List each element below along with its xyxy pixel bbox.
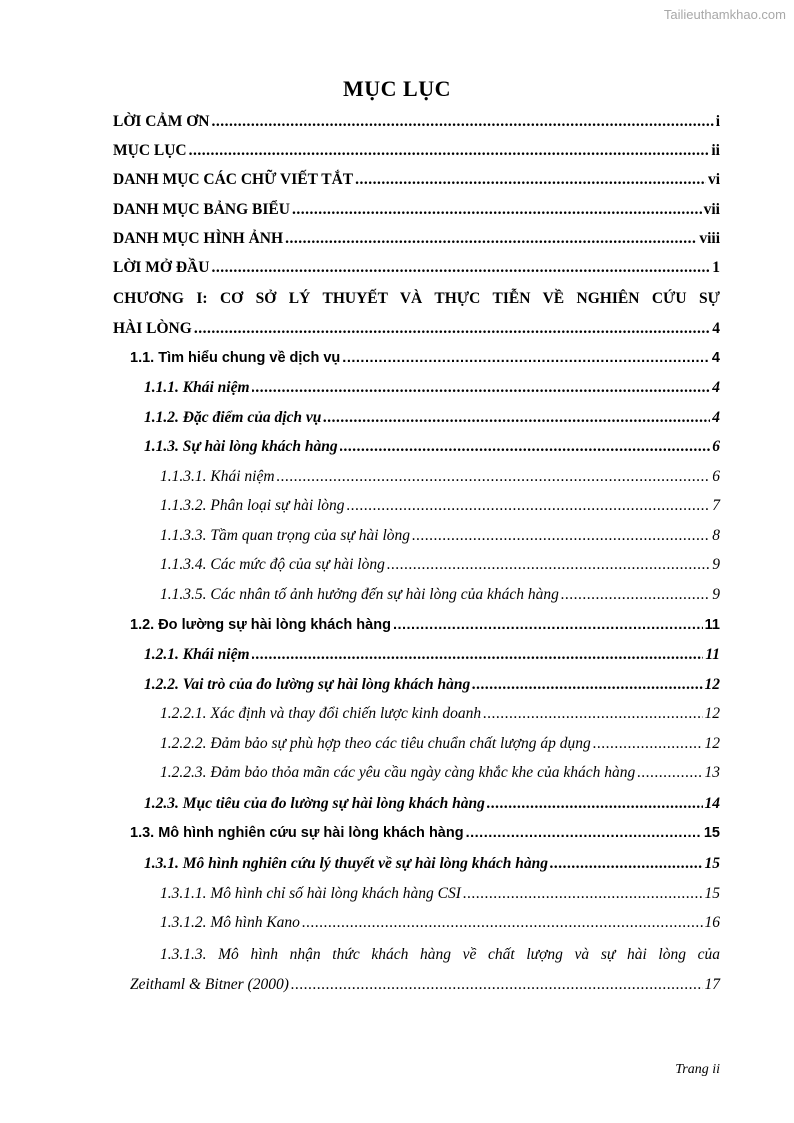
toc-label: 1.3.1.2. Mô hình Kano [160,914,300,931]
toc-leader [466,825,702,841]
toc-leader [412,527,710,545]
toc-entry-muc-luc[interactable] [113,142,720,171]
toc-leader [340,438,711,456]
toc-entry-1-1-3-3[interactable] [160,527,720,556]
toc-entry-1-1-3-1[interactable] [160,468,720,497]
toc-page: 9 [712,586,720,603]
toc-label: HÀI LÒNG [113,320,192,337]
toc-label: 1.2.1. Khái niệm [144,646,250,663]
toc-label: 1.3.1.1. Mô hình chỉ số hài lòng khách hàng CSI [160,885,461,902]
toc-label: 1.3. Mô hình nghiên cứu sự hài lòng khách hàng [130,825,464,841]
toc-label: 1.1.2. Đặc điểm của dịch vụ [144,409,322,426]
toc-label: 1.1.3.4. Các mức độ của sự hài lòng [160,556,385,573]
toc-entry-1-2-2-3[interactable] [160,764,720,793]
toc-entry-1-3-1-3[interactable] [130,976,720,1005]
page-footer: Trang ii [675,1062,720,1077]
toc-page: 16 [704,914,720,931]
toc-label: 1.1.3.3. Tầm quan trọng của sự hài lòng [160,527,411,544]
toc-entry-1-1[interactable] [130,350,720,379]
toc-page: 11 [704,617,720,633]
toc-label: Zeithaml & Bitner (2000) [130,976,289,993]
toc-leader [355,171,706,189]
toc-label: MỤC LỤC [113,142,187,159]
toc-page: 9 [712,556,720,573]
toc-label: 1.2.2.3. Đảm bảo thỏa mãn các yêu cầu ngày càng khắc khe của khách hàng [160,764,636,781]
toc-page: 15 [703,825,720,841]
toc-page: 4 [712,320,720,337]
toc-entry-1-2-2-1[interactable] [160,705,720,734]
toc-leader [472,676,702,694]
toc-leader [285,230,697,248]
toc-label: 1.2.3. Mục tiêu của đo lường sự hài lòng khách hàng [144,795,485,812]
toc-page: 4 [712,379,720,396]
toc-page: vii [703,201,720,218]
toc-entry-1-1-2[interactable] [144,409,720,438]
toc-label: LỜI MỞ ĐẦU [113,259,210,276]
toc-label: DANH MỤC CÁC CHỮ VIẾT TẮT [113,171,354,188]
toc-label: 1.2. Đo lường sự hài lòng khách hàng [130,617,391,633]
toc-page: 12 [704,735,720,752]
toc-page: 8 [712,527,720,544]
toc-leader [323,409,710,427]
toc-leader [487,795,703,813]
toc-page: 6 [712,468,720,485]
toc-entry-1-3-1-3-line1[interactable]: 1.3.1.3. Mô hình nhận thức khách hàng về chất lượng và sự hài lòng của [160,946,720,963]
toc-page: 13 [704,764,720,781]
toc-leader [393,617,703,633]
toc-entry-1-3[interactable] [130,825,720,854]
toc-leader [561,586,710,604]
toc-entry-1-1-3-5[interactable] [160,586,720,615]
toc-page: viii [699,230,720,247]
toc-page: ii [711,142,720,159]
toc-label: 1.1. Tìm hiểu chung về dịch vụ [130,350,341,366]
toc-page: 7 [712,497,720,514]
toc-leader [189,142,710,160]
toc-entry-chuong-1[interactable] [113,320,720,349]
toc-entry-1-1-3-2[interactable] [160,497,720,526]
toc-label: 1.1.3.2. Phân loại sự hài lòng [160,497,345,514]
toc-entry-hinh-anh[interactable] [113,230,720,259]
toc-entry-1-2-2[interactable] [144,676,720,705]
toc-page: vi [707,171,720,188]
toc-leader [550,855,703,873]
toc-leader [291,976,703,994]
toc-page: 17 [704,976,720,993]
toc-leader [347,497,711,515]
toc-page: 1 [712,259,720,276]
toc-entry-1-2-2-2[interactable] [160,735,720,764]
toc-leader [593,735,703,753]
toc-entry-1-2-1[interactable] [144,646,720,675]
toc-page: 12 [704,705,720,722]
toc-leader [342,350,710,366]
toc-label: DANH MỤC BẢNG BIỂU [113,201,290,218]
toc-leader [387,556,710,574]
toc-entry-1-3-1[interactable] [144,855,720,884]
watermark: Tailieuthamkhao.com [663,7,786,22]
toc-label: 1.1.3.5. Các nhân tố ảnh hưởng đến sự hài lòng của khách hàng [160,586,559,603]
toc-label: 1.2.2. Vai trò của đo lường sự hài lòng khách hàng [144,676,471,693]
toc-label: 1.1.3.1. Khái niệm [160,468,275,485]
toc-page: 12 [704,676,720,693]
toc-leader [463,885,703,903]
toc-entry-chu-viet-tat[interactable] [113,171,720,200]
toc-page: 4 [712,409,720,426]
toc-leader [292,201,702,219]
toc-label: 1.3.1. Mô hình nghiên cứu lý thuyết về sự hài lòng khách hàng [144,855,548,872]
toc-entry-1-1-3-4[interactable] [160,556,720,585]
toc-label: 1.2.2.1. Xác định và thay đổi chiến lược kinh doanh [160,705,482,722]
toc-page: 11 [705,646,720,663]
toc-leader [277,468,711,486]
toc-page: 15 [704,885,720,902]
toc-page: i [715,113,720,130]
toc-leader [194,320,710,338]
toc-leader [637,764,702,782]
toc-page: 4 [711,350,720,366]
toc-label: LỜI CẢM ƠN [113,113,210,130]
toc-leader [211,259,710,277]
toc-entry-1-1-3[interactable] [144,438,720,467]
toc-leader [252,646,704,664]
toc-leader [302,914,703,932]
toc-label: 1.1.1. Khái niệm [144,379,250,396]
toc-page: 15 [704,855,720,872]
toc-entry-1-3-1-1[interactable] [160,885,720,914]
toc-label: DANH MỤC HÌNH ẢNH [113,230,284,247]
toc-entry-chuong-1-line1[interactable]: CHƯƠNG I: CƠ SỞ LÝ THUYẾT VÀ THỰC TIỄN VỀ NGHIÊN CỨU SỰ [113,290,720,307]
toc-leader [483,705,702,723]
toc-leader [211,113,713,131]
toc-entry-loi-mo-dau[interactable] [113,259,720,288]
toc-page: 6 [712,438,720,455]
toc-entry-loi-cam-on[interactable] [113,113,720,142]
toc-entry-1-2-3[interactable] [144,795,720,824]
toc-label: 1.1.3. Sự hài lòng khách hàng [144,438,338,455]
toc-entry-1-2[interactable] [130,617,720,646]
toc-entry-1-1-1[interactable] [144,379,720,408]
toc-entry-bang-bieu[interactable] [113,201,720,230]
toc-label: 1.2.2.2. Đảm bảo sự phù hợp theo các tiêu chuẩn chất lượng áp dụng [160,735,591,752]
toc-page: 14 [704,795,720,812]
page-title: MỤC LỤC [343,76,451,101]
toc-entry-1-3-1-2[interactable] [160,914,720,943]
toc-leader [252,379,711,397]
